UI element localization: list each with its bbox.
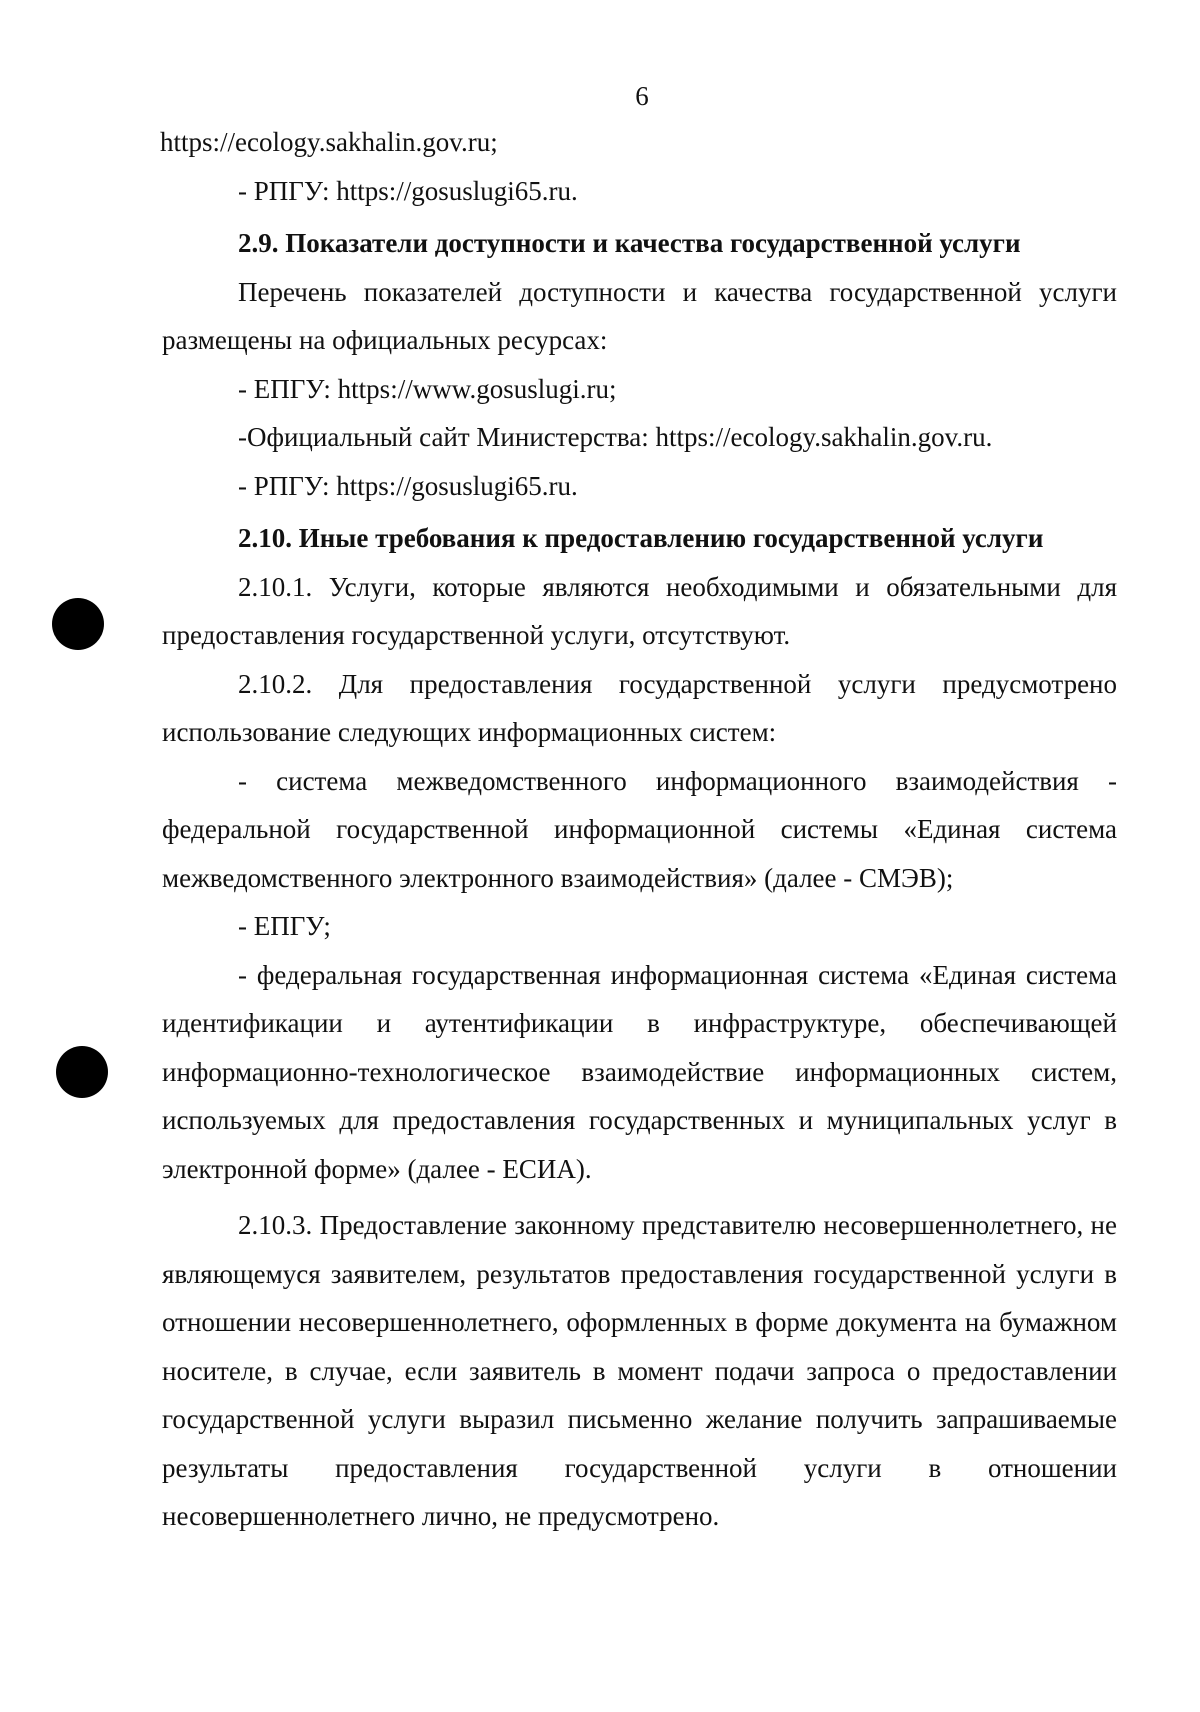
paragraph-2-10-2: 2.10.2. Для предоставления государственной услуги предусмотрено использование следующих информационных систем: — [162, 668, 1117, 747]
url-line: https://ecology.sakhalin.gov.ru; — [160, 127, 498, 157]
paragraph-2-10-3: 2.10.3. Предоставление законному представителю несовершеннолетнего, не являющемуся заявителем, результатов предоставления государственной услуги в отношении несовершеннолетнего, оформленных в форме документа на бумажном носителе, в случае, если заявитель в момент подачи запроса о предоставлении государственной услуги выразил письменно желание получить запрашиваемые результаты предоставления государственной услуги в отношении несовершеннолетнего лично, не предусмотрено. — [162, 1210, 1117, 1531]
page-number: 6 — [635, 81, 649, 111]
list-item-smev: - система межведомственного информационного взаимодействия - федеральной государственной информационной системы «Единая система межведомственного электронного взаимодействия» (далее - СМЭВ); — [162, 765, 1117, 893]
ministry-site-line: -Официальный сайт Министерства: https://ecology.sakhalin.gov.ru. — [238, 422, 993, 452]
paragraph-2-10-1: 2.10.1. Услуги, которые являются необходимыми и обязательными для предоставления государственной услуги, отсутствуют. — [162, 571, 1117, 650]
list-item-esia: - федеральная государственная информационная система «Единая система идентификации и аутентификации в инфраструктуре, обеспечивающей информационно-технологическое взаимодействие информационных систем, используемых для предоставления государственных и муниципальных услуг в электронной форме» (далее - ЕСИА). — [162, 959, 1117, 1184]
document-body — [162, 118, 1117, 1541]
section-heading-2-9: 2.9. Показатели доступности и качества государственной услуги — [238, 228, 1021, 258]
punch-hole-bottom — [56, 1046, 108, 1098]
list-item-epgu: - ЕПГУ; — [238, 911, 331, 941]
epgu-line: - ЕПГУ: https://www.gosuslugi.ru; — [238, 373, 617, 404]
rpgu-line: - РПГУ: https://gosuslugi65.ru. — [238, 175, 578, 206]
punch-hole-top — [52, 598, 104, 650]
section-heading-2-10: 2.10. Иные требования к предоставлению государственной услуги — [238, 523, 1044, 553]
paragraph-2-9: Перечень показателей доступности и качества государственной услуги размещены на официальных ресурсах: — [162, 276, 1117, 355]
rpgu-line-2: - РПГУ: https://gosuslugi65.ru. — [238, 470, 578, 501]
